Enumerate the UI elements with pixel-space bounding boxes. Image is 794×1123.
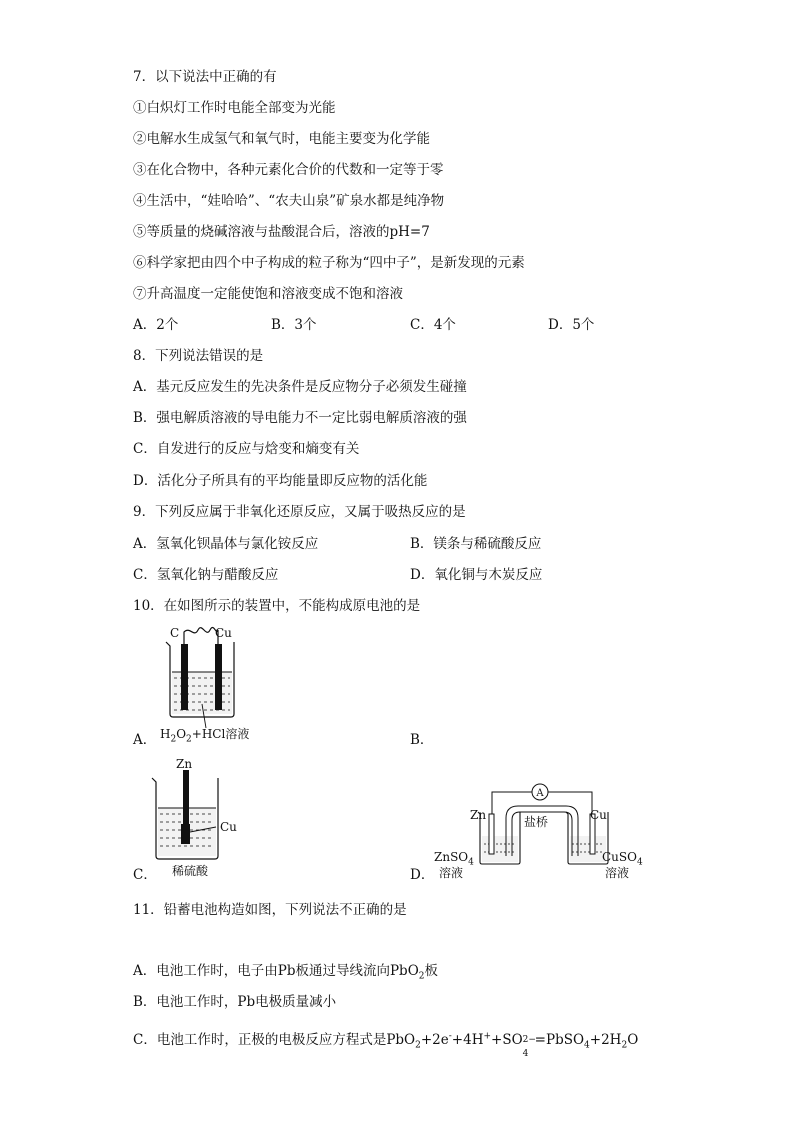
q11-stem: 11．铅蓄电池构造如图，下列说法不正确的是 xyxy=(133,902,407,918)
q11-option-c[interactable]: C．电池工作时，正极的电极反应方程式是PbO$_2$+2e-+4H++SO 2− 4 $=PbSO_4+2H_2O$ xyxy=(133,1031,639,1059)
q7-statement-5: ⑤等质量的烧碱溶液与盐酸混合后，溶液的pH=7 xyxy=(133,224,430,240)
q10-fig-d-bridge-label: 盐桥 xyxy=(524,815,549,829)
q10-fig-d-left-label: Zn xyxy=(470,808,487,822)
q7-option-c[interactable]: C．4个 xyxy=(410,317,456,333)
q7-option-b[interactable]: B．3个 xyxy=(271,317,317,333)
q10-fig-a-right-label: Cu xyxy=(215,626,232,640)
q11-option-a[interactable]: A．电池工作时，电子由Pb板通过导线流向PbO$_2$板 xyxy=(133,963,439,982)
q11-option-b[interactable]: B．电池工作时，Pb电极质量减小 xyxy=(133,994,337,1010)
q8-option-b[interactable]: B．强电解质溶液的导电能力不一定比弱电解质溶液的强 xyxy=(133,410,467,426)
q8-option-d[interactable]: D．活化分子所具有的平均能量即反应物的活化能 xyxy=(133,473,428,489)
q10-fig-a-solution-label: $H_2O_2+HCl$溶液 xyxy=(160,727,250,745)
q8-stem: 8．下列说法错误的是 xyxy=(133,348,264,364)
q7-statement-4: ④生活中，“娃哈哈”、“农夫山泉”矿泉水都是纯净物 xyxy=(133,193,445,209)
q10-fig-c-top-label: Zn xyxy=(176,757,193,771)
q10-option-b[interactable]: B． xyxy=(410,732,434,748)
q7-statement-7: ⑦升高温度一定能使饱和溶液变成不饱和溶液 xyxy=(133,286,403,302)
q10-fig-a-left-label: C xyxy=(170,626,180,640)
q10-fig-d-right-solution-label: CuSO$_4$ xyxy=(602,850,643,868)
q8-option-a[interactable]: A．基元反应发生的先决条件是反应物分子必须发生碰撞 xyxy=(133,379,467,395)
q7-statement-2: ②电解水生成氢气和氧气时，电能主要变为化学能 xyxy=(133,131,430,147)
q7-statement-3: ③在化合物中，各种元素化合价的代数和一定等于零 xyxy=(133,162,444,178)
q7-stem: 7．以下说法中正确的有 xyxy=(133,69,277,85)
q7-statement-1: ①白炽灯工作时电能全部变为光能 xyxy=(133,100,336,116)
q10-option-a[interactable]: A． xyxy=(133,732,157,748)
q10-fig-c-solution-label: 稀硫酸 xyxy=(172,864,209,878)
q9-stem: 9．下列反应属于非氧化还原反应，又属于吸热反应的是 xyxy=(133,504,466,520)
q8-option-c[interactable]: C．自发进行的反应与焓变和熵变有关 xyxy=(133,441,360,457)
q10-option-d[interactable]: D． xyxy=(410,867,435,883)
q10-fig-d-meter-label: A xyxy=(536,788,544,799)
q9-option-b[interactable]: B．镁条与稀硫酸反应 xyxy=(410,536,542,552)
q10-figure-c xyxy=(150,770,240,862)
q9-option-c[interactable]: C．氢氧化钠与醋酸反应 xyxy=(133,567,279,583)
q10-fig-d-right-label: Cu xyxy=(590,808,607,822)
q10-fig-d-left-solution-label-2: 溶液 xyxy=(439,866,464,880)
q9-option-d[interactable]: D．氧化铜与木炭反应 xyxy=(410,567,543,583)
q7-option-d[interactable]: D．5个 xyxy=(548,317,595,333)
q10-option-c[interactable]: C． xyxy=(133,867,157,883)
q9-option-a[interactable]: A．氢氧化钡晶体与氯化铵反应 xyxy=(133,536,319,552)
q7-statement-6: ⑥科学家把由四个中子构成的粒子称为“四中子”，是新发现的元素 xyxy=(133,255,525,271)
q10-fig-d-right-solution-label-2: 溶液 xyxy=(605,866,630,880)
q7-option-a[interactable]: A．2个 xyxy=(133,317,179,333)
q10-stem: 10．在如图所示的装置中，不能构成原电池的是 xyxy=(133,598,421,614)
q10-fig-d-left-solution-label: ZnSO$_4$ xyxy=(434,850,474,868)
q10-fig-c-side-label: Cu xyxy=(220,820,237,834)
